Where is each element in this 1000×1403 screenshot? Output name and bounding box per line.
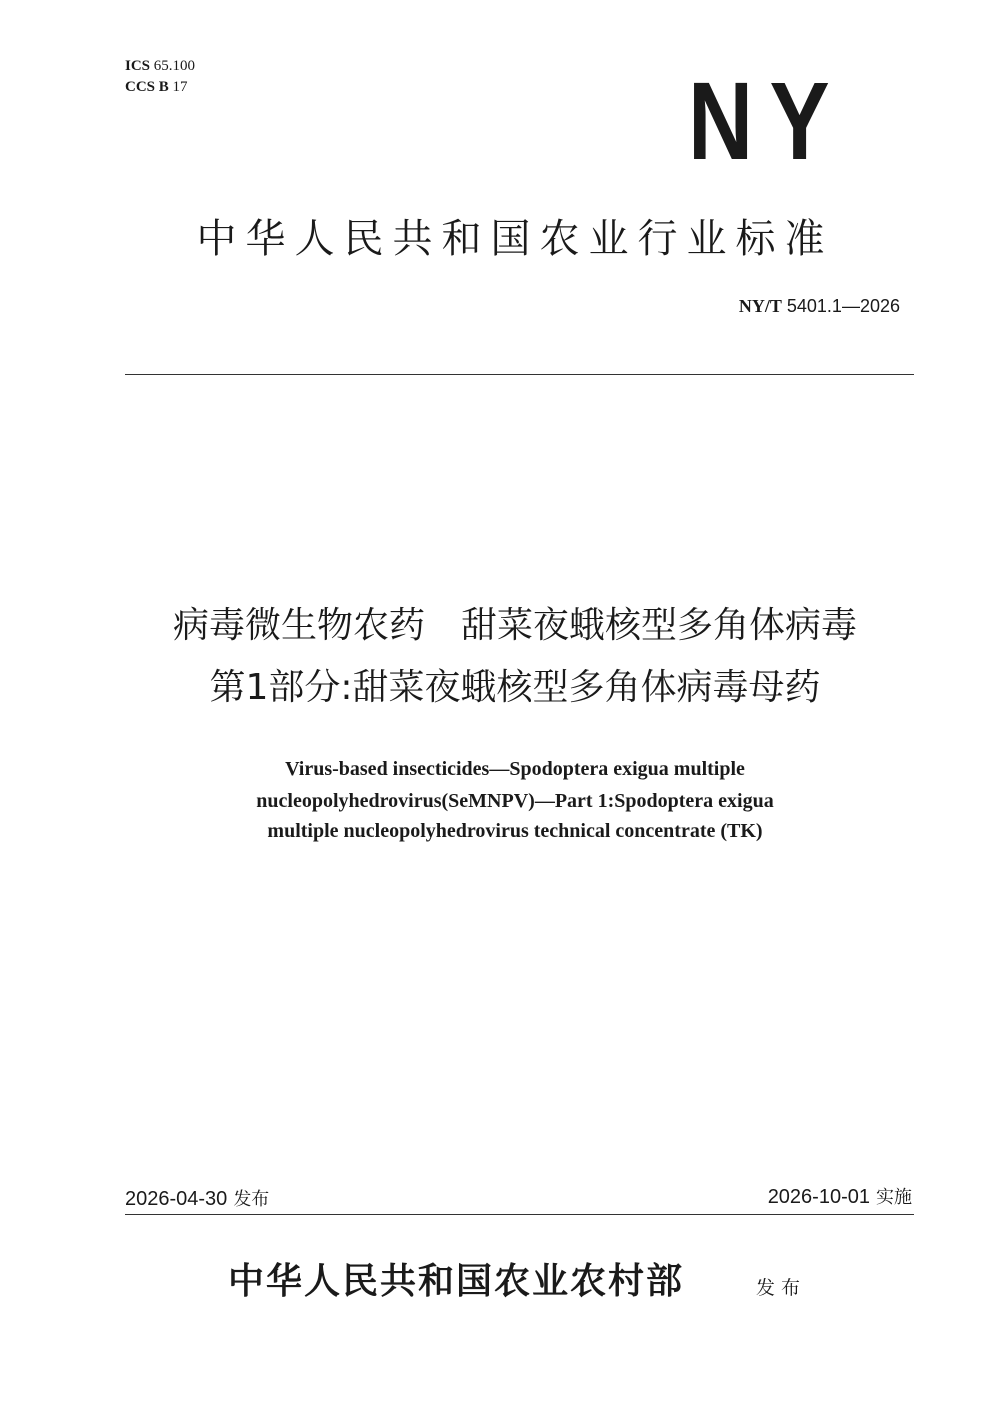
- ccs-label: CCS B: [125, 79, 169, 95]
- standard-number: [739, 295, 900, 317]
- issuer-action: 发布: [756, 1277, 807, 1299]
- divider-bottom: [125, 1214, 914, 1215]
- ics-label: ICS: [125, 58, 151, 74]
- en-title-line-2: nucleopolyhedrovirus(SeMNPV)—Part 1:Spodoptera exigua: [256, 790, 774, 812]
- ics-value: 65.100: [153, 58, 196, 74]
- standard-title: 中华人民共和国农业行业标准: [196, 216, 834, 262]
- ics-code: [125, 57, 195, 75]
- en-title-line-1: Virus-based insecticides—Spodoptera exigua multiple: [285, 758, 745, 780]
- implement-date: [768, 1184, 912, 1211]
- cn-title-line-2: 第1部分:甜菜夜蛾核型多角体病毒母药: [209, 667, 821, 708]
- issue-date: [125, 1186, 269, 1213]
- ccs-code: [125, 78, 188, 96]
- ccs-value: 17: [172, 79, 188, 95]
- en-title-line-3: multiple nucleopolyhedrovirus technical concentrate (TK): [267, 820, 763, 842]
- implement-date-label: 实施: [876, 1187, 912, 1208]
- issuer-name: 中华人民共和国农业农村部: [228, 1260, 685, 1302]
- divider-top: [125, 374, 914, 375]
- issue-date-value: 2026-04-30: [125, 1188, 228, 1210]
- standard-number-value: 5401.1—2026: [786, 296, 900, 316]
- standard-number-prefix: NY/T: [738, 296, 782, 316]
- implement-date-value: 2026-10-01: [767, 1186, 870, 1208]
- ny-logo: NY: [688, 60, 847, 183]
- issue-date-label: 发布: [233, 1189, 270, 1210]
- cn-title-line-1: 病毒微生物农药 甜菜夜蛾核型多角体病毒: [172, 605, 857, 646]
